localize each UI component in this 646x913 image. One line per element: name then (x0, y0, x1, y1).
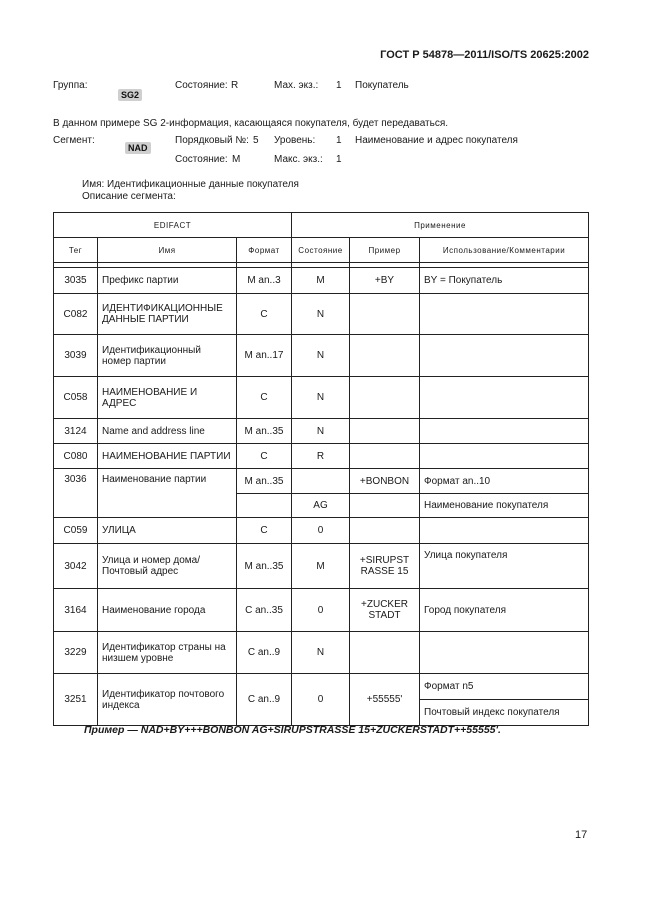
group-code: SG2 (118, 89, 142, 101)
cell-format: C (237, 294, 292, 335)
cell-example (350, 377, 420, 419)
segment-seq-value: 5 (253, 135, 259, 146)
table-row (54, 377, 589, 419)
cell-state: 0 (292, 518, 350, 544)
cell-format: M an..3 (237, 268, 292, 294)
group-name: Покупатель (355, 80, 409, 91)
group-label: Группа: (53, 80, 88, 91)
segment-state-value: М (232, 154, 241, 165)
cell-name: Наименование города (98, 589, 237, 632)
cell-comment: Формат an..10 (420, 469, 589, 494)
group-state-value: R (231, 80, 239, 91)
table-row (54, 335, 589, 377)
segment-state-label: Состояние: (175, 154, 228, 165)
segment-level-label: Уровень: (274, 135, 316, 146)
table-row (54, 469, 589, 494)
cell-example: +SIRUPST RASSE 15 (350, 544, 420, 589)
cell-comment (420, 377, 589, 419)
cell-comment (420, 294, 589, 335)
table-row (54, 544, 589, 589)
cell-state (292, 469, 350, 494)
usage-header: Применение (292, 213, 589, 238)
col-example: Пример (350, 238, 420, 263)
table-row (54, 268, 589, 294)
group-max-value: 1 (336, 80, 342, 91)
cell-tag: 3229 (54, 632, 98, 674)
example-line: Пример — NAD+BY+++BONBON AG+SIRUPSTRASSE 15+ZUCKERSTADT++55555'. (84, 724, 501, 736)
cell-comment (420, 419, 589, 444)
cell-comment (420, 632, 589, 674)
group-state-label: Состояние: (175, 80, 228, 91)
cell-format: C (237, 444, 292, 469)
cell-example (350, 294, 420, 335)
cell-name: УЛИЦА (98, 518, 237, 544)
cell-tag: 3251 (54, 674, 98, 726)
cell-example: +55555' (350, 674, 420, 726)
cell-comment: Почтовый индекс покупателя (420, 700, 589, 726)
cell-comment (420, 444, 589, 469)
segment-seq-label: Порядковый №: (175, 135, 249, 146)
cell-format: M an..35 (237, 544, 292, 589)
cell-state: N (292, 294, 350, 335)
cell-format: C an..9 (237, 674, 292, 726)
segment-max-label: Макс. экз.: (274, 154, 323, 165)
cell-comment: Город покупателя (420, 589, 589, 632)
cell-tag: 3164 (54, 589, 98, 632)
segment-table (53, 212, 589, 726)
cell-tag: 3035 (54, 268, 98, 294)
cell-name: НАИМЕНОВАНИЕ И АДРЕС (98, 377, 237, 419)
cell-state: N (292, 419, 350, 444)
group-code-chip (118, 89, 142, 101)
cell-name: Улица и номер дома/ Почтовый адрес (98, 544, 237, 589)
cell-example (350, 494, 420, 518)
cell-format: M an..17 (237, 335, 292, 377)
cell-format: M an..35 (237, 419, 292, 444)
cell-tag: C080 (54, 444, 98, 469)
cell-name: ИДЕНТИФИКАЦИОННЫЕ ДАННЫЕ ПАРТИИ (98, 294, 237, 335)
cell-comment: Улица покупателя (420, 544, 589, 589)
cell-tag: 3124 (54, 419, 98, 444)
col-tag: Тег (54, 238, 98, 263)
document-header: ГОСТ Р 54878—2011/ISO/TS 20625:2002 (380, 49, 589, 61)
table-row (54, 674, 589, 700)
group-max-label: Мах. экз.: (274, 80, 319, 91)
cell-name: Name and address line (98, 419, 237, 444)
cell-example: +ZUCKER STADT (350, 589, 420, 632)
cell-format: M an..35 (237, 469, 292, 494)
cell-name: Идентификатор страны на низшем уровне (98, 632, 237, 674)
segment-code: NAD (125, 142, 151, 154)
edifact-header: EDIFACT (54, 213, 292, 238)
cell-tag: 3039 (54, 335, 98, 377)
cell-comment (420, 518, 589, 544)
cell-example (350, 632, 420, 674)
segment-level-value: 1 (336, 135, 342, 146)
cell-state: N (292, 632, 350, 674)
cell-format: C an..35 (237, 589, 292, 632)
cell-state: 0 (292, 589, 350, 632)
cell-state: 0 (292, 674, 350, 726)
segment-desc-line: Описание сегмента: (82, 191, 176, 202)
cell-tag: 3042 (54, 544, 98, 589)
cell-name: Идентификационный номер партии (98, 335, 237, 377)
cell-name: Префикс партии (98, 268, 237, 294)
cell-state: R (292, 444, 350, 469)
cell-state: N (292, 377, 350, 419)
cell-name: Наименование партии (98, 469, 237, 518)
table-row (54, 419, 589, 444)
cell-tag: 3036 (54, 469, 98, 518)
segment-code-chip (125, 142, 151, 154)
cell-comment: Формат n5 (420, 674, 589, 700)
cell-name: Идентификатор почтового индекса (98, 674, 237, 726)
table-column-header-row (54, 238, 589, 263)
cell-tag: C058 (54, 377, 98, 419)
table-row (54, 589, 589, 632)
table-group-header-row (54, 213, 589, 238)
page-number: 17 (575, 829, 588, 841)
cell-comment (420, 335, 589, 377)
cell-example (350, 444, 420, 469)
cell-comment: BY = Покупатель (420, 268, 589, 294)
cell-format: C an..9 (237, 632, 292, 674)
col-comments: Использование/Комментарии (420, 238, 589, 263)
cell-example (350, 518, 420, 544)
segment-max-value: 1 (336, 154, 342, 165)
cell-example (350, 335, 420, 377)
cell-state: N (292, 335, 350, 377)
cell-format-empty (237, 494, 292, 518)
segment-name: Наименование и адрес покупателя (355, 135, 518, 146)
cell-format: C (237, 518, 292, 544)
cell-name: НАИМЕНОВАНИЕ ПАРТИИ (98, 444, 237, 469)
cell-format: C (237, 377, 292, 419)
col-name: Имя (98, 238, 237, 263)
cell-state: M (292, 544, 350, 589)
cell-example: +BONBON (350, 469, 420, 494)
cell-state: M (292, 268, 350, 294)
cell-tag: C059 (54, 518, 98, 544)
col-state: Состояние (292, 238, 350, 263)
cell-comment: Наименование покупателя (420, 494, 589, 518)
cell-state: AG (292, 494, 350, 518)
cell-tag: C082 (54, 294, 98, 335)
segment-name-line: Имя: Идентификационные данные покупателя (82, 179, 299, 190)
cell-example: +BY (350, 268, 420, 294)
table-row (54, 444, 589, 469)
segment-label: Сегмент: (53, 135, 95, 146)
col-format: Формат (237, 238, 292, 263)
table-row (54, 632, 589, 674)
table-row (54, 518, 589, 544)
cell-example (350, 419, 420, 444)
intro-text: В данном примере SG 2-информация, касающаяся покупателя, будет передаваться. (53, 118, 449, 129)
table-row (54, 294, 589, 335)
